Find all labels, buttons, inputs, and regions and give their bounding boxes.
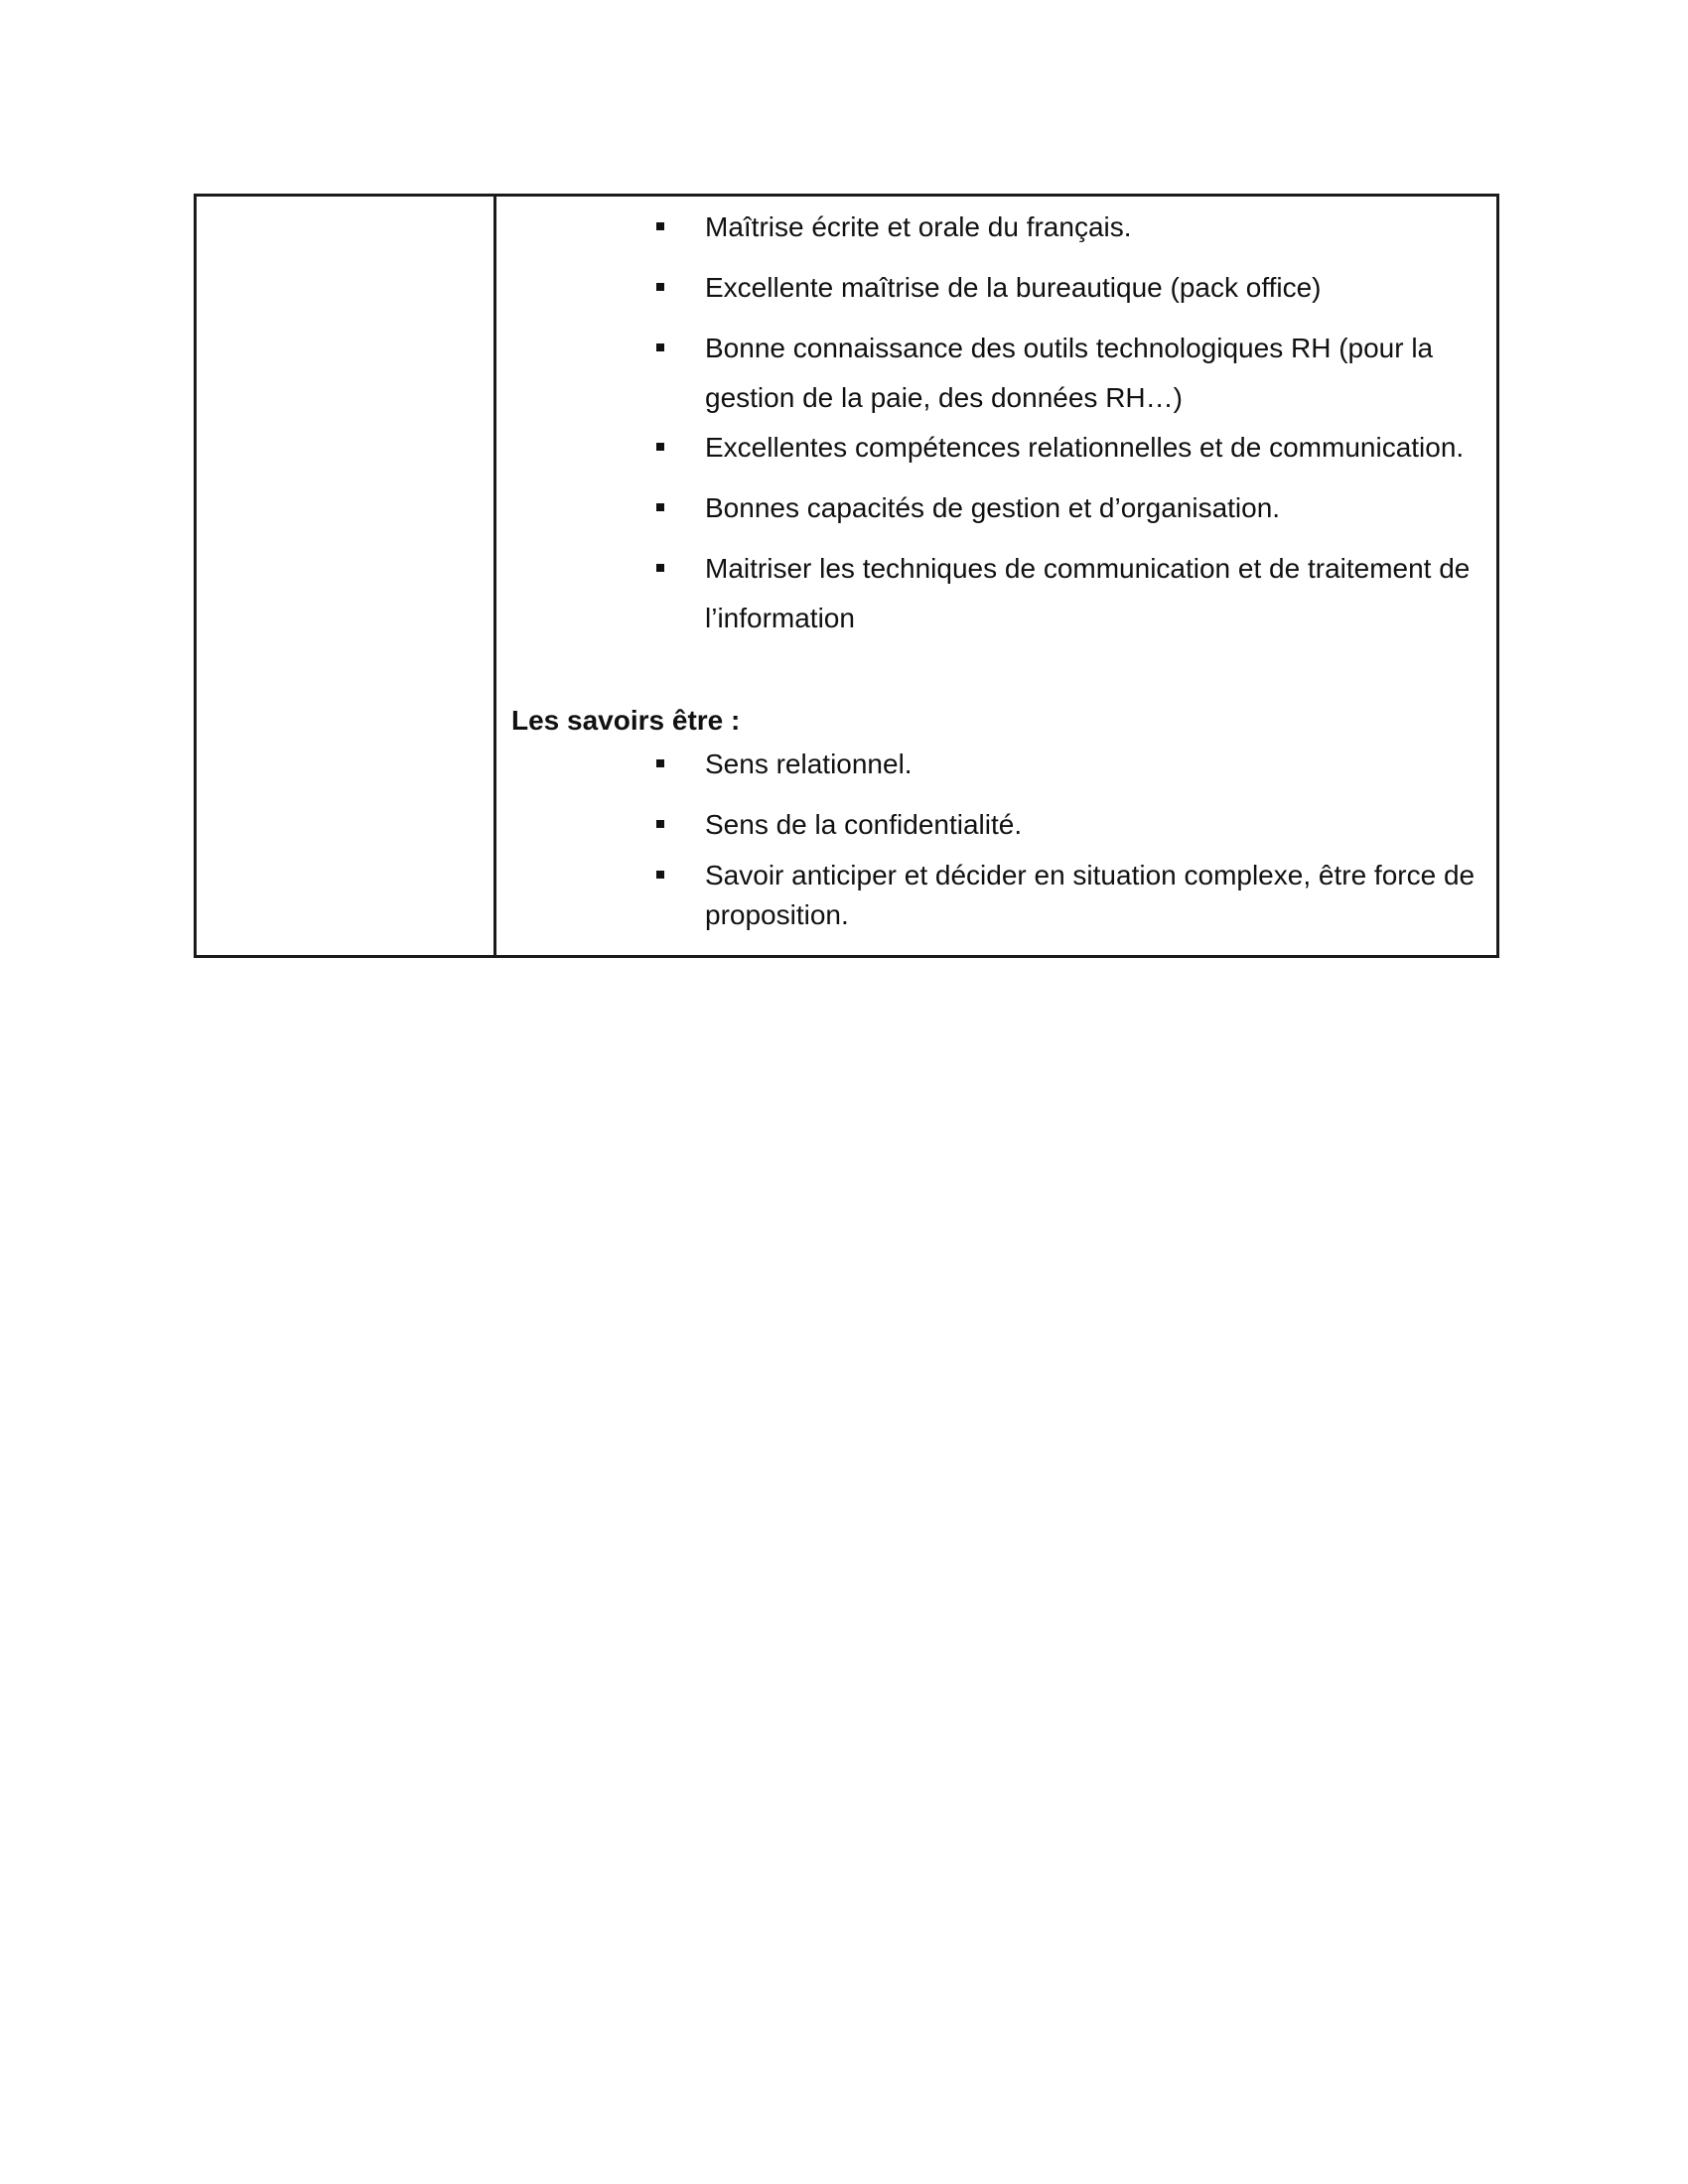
list-item-text: Excellente maîtrise de la bureautique (pack office) xyxy=(705,272,1322,303)
list-item-text: Excellentes compétences relationnelles et de communication. xyxy=(705,432,1465,463)
list-item-text: Sens de la confidentialité. xyxy=(705,809,1023,840)
bullet-square-icon xyxy=(656,222,664,230)
bullet-square-icon xyxy=(656,759,664,767)
list-item-text: Bonne connaissance des outils technologiques RH (pour la gestion de la paie, des données RH…) xyxy=(705,333,1434,413)
list-item-text: Maitriser les techniques de communication et de traitement de l’information xyxy=(705,553,1471,633)
list-item-text: Bonnes capacités de gestion et d’organisation. xyxy=(705,492,1281,523)
bullet-square-icon xyxy=(656,564,664,572)
bullet-square-icon xyxy=(656,443,664,451)
list-item-text: Maîtrise écrite et orale du français. xyxy=(705,211,1132,242)
table-left-cell xyxy=(197,197,496,955)
list-item-text: Savoir anticiper et décider en situation complexe, être force de proposition. xyxy=(705,860,1476,930)
bullet-square-icon xyxy=(656,820,664,828)
bullet-square-icon xyxy=(656,503,664,511)
list-item-text: Sens relationnel. xyxy=(705,749,913,779)
section-heading-savoirs-etre: Les savoirs être : xyxy=(511,705,741,736)
bullet-square-icon xyxy=(656,871,664,879)
requirements-table xyxy=(194,194,1499,958)
bullet-square-icon xyxy=(656,343,664,351)
table-right-cell xyxy=(496,197,1496,955)
bullet-square-icon xyxy=(656,283,664,291)
